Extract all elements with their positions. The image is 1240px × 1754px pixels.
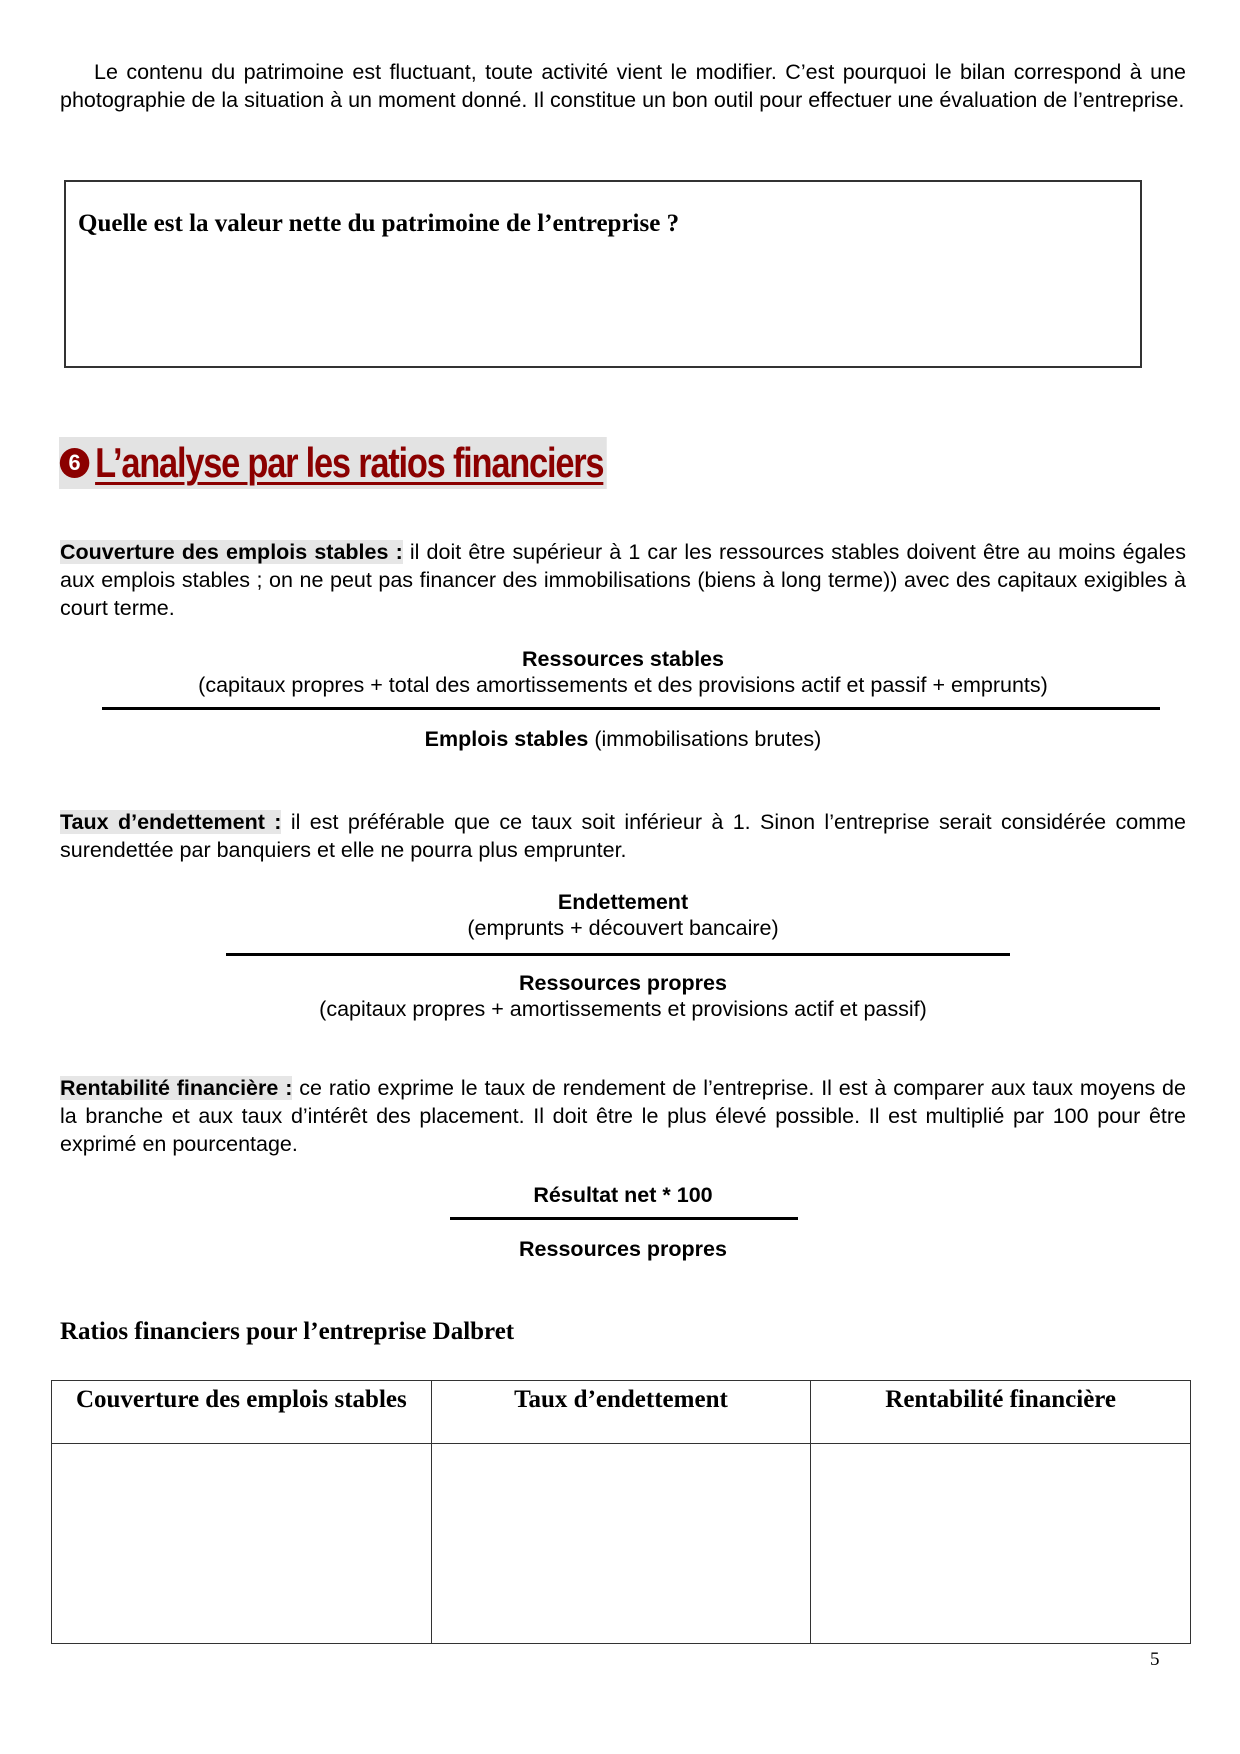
debt-denominator-title: Ressources propres bbox=[519, 971, 727, 995]
coverage-numerator-detail: (capitaux propres + total des amortissements et des provisions actif et passif + emprunts) bbox=[198, 673, 1048, 697]
answer-cell-debt[interactable] bbox=[431, 1444, 811, 1644]
intro-paragraph: Le contenu du patrimoine est fluctuant, toute activité vient le modifier. C’est pourquoi le bilan correspond à une photographie de la situation à un moment donné. Il constitue un bon outil pour effectuer une évaluation de l’entreprise. bbox=[60, 60, 1186, 112]
ratio-description-profitability bbox=[60, 1074, 1186, 1158]
section-heading bbox=[59, 437, 607, 489]
profitability-numerator-title: Résultat net * 100 bbox=[533, 1183, 713, 1207]
ratio-label-profitability: Rentabilité financière : bbox=[60, 1076, 293, 1100]
coverage-denominator bbox=[60, 726, 1186, 753]
table-header-coverage: Couverture des emplois stables bbox=[52, 1381, 432, 1444]
answer-cell-profitability[interactable] bbox=[811, 1444, 1191, 1644]
coverage-denominator-title: Emplois stables bbox=[424, 727, 589, 751]
debt-numerator-detail: (emprunts + découvert bancaire) bbox=[467, 916, 779, 940]
debt-fraction-line bbox=[226, 953, 1010, 956]
ratio-text-coverage: il doit être supérieur à 1 car les ressources stables doivent être au moins égales aux emplois stables ; on ne peut pas financer des immobilisations (biens à long terme)) avec des capitaux exigibles à court terme. bbox=[60, 540, 1186, 620]
ratio-text-debt: il est préférable que ce taux soit inférieur à 1. Sinon l’entreprise serait considérée comme surendettée par banquiers et elle ne pourra plus emprunter. bbox=[60, 810, 1186, 862]
table-title: Ratios financiers pour l’entreprise Dalbret bbox=[60, 1318, 515, 1345]
question-box bbox=[64, 180, 1142, 368]
debt-denominator-detail: (capitaux propres + amortissements et provisions actif et passif) bbox=[319, 997, 927, 1021]
ratio-label-debt: Taux d’endettement : bbox=[60, 810, 282, 834]
table-answer-row bbox=[52, 1444, 1191, 1644]
coverage-fraction-line bbox=[102, 707, 1160, 710]
table-header-row bbox=[52, 1381, 1191, 1444]
table-header-debt: Taux d’endettement bbox=[431, 1381, 811, 1444]
ratio-description-coverage bbox=[60, 538, 1186, 622]
profitability-fraction-line bbox=[450, 1217, 798, 1220]
coverage-numerator-title: Ressources stables bbox=[522, 647, 724, 671]
answer-cell-coverage[interactable] bbox=[52, 1444, 432, 1644]
ratio-label-coverage: Couverture des emplois stables : bbox=[60, 540, 403, 564]
ratio-text-profitability: ce ratio exprime le taux de rendement de l’entreprise. Il est à comparer aux taux moyens de la branche et aux taux d’intérêt des placement. Il doit être le plus élevé possible. Il est multiplié par 100 pour être exprimé en pourcentage. bbox=[60, 1076, 1186, 1156]
coverage-denominator-detail: (immobilisations brutes) bbox=[588, 727, 822, 751]
ratios-table bbox=[51, 1380, 1191, 1644]
section-title: L’analyse par les ratios financiers bbox=[95, 439, 604, 486]
question-text: Quelle est la valeur nette du patrimoine de l’entreprise ? bbox=[78, 210, 680, 237]
page-number: 5 bbox=[1150, 1649, 1160, 1670]
debt-numerator-title: Endettement bbox=[557, 890, 689, 914]
table-header-profitability: Rentabilité financière bbox=[811, 1381, 1191, 1444]
profitability-denominator-title: Ressources propres bbox=[519, 1237, 727, 1261]
section-number-badge: 6 bbox=[60, 448, 90, 478]
ratio-description-debt bbox=[60, 808, 1186, 864]
